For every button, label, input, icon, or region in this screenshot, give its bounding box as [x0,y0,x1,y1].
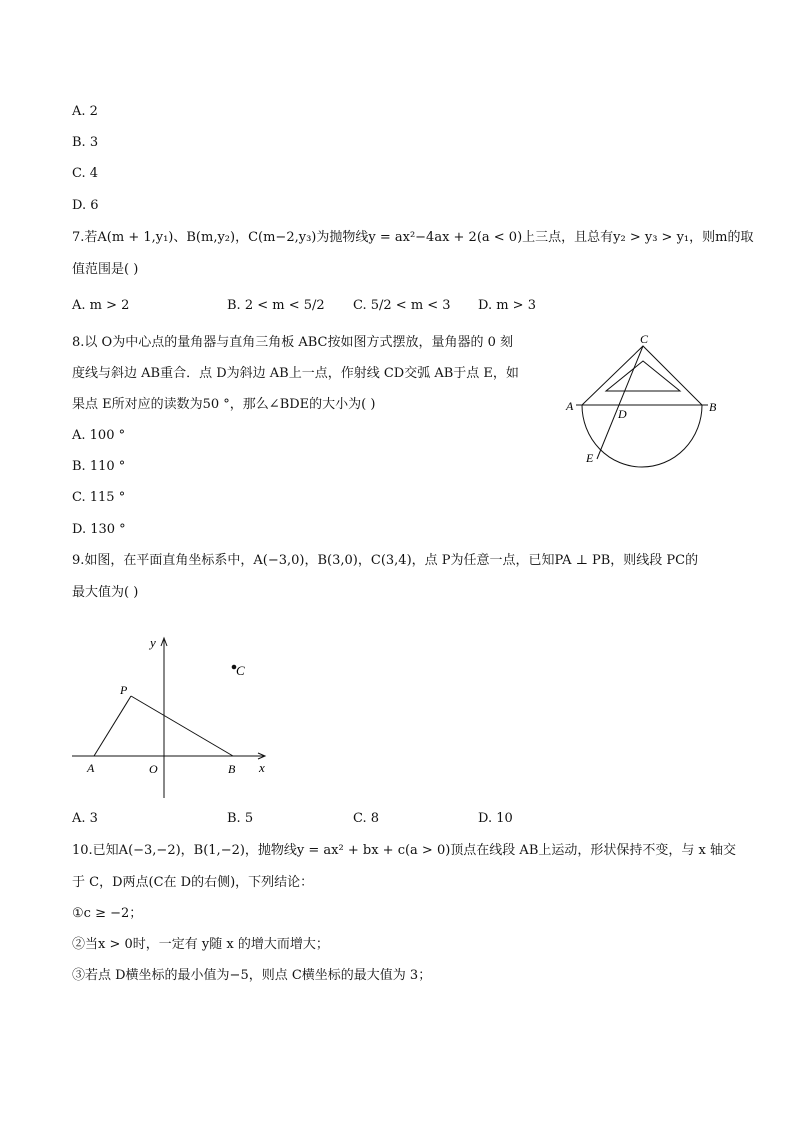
q10-statement-2: ②当x > 0时，一定有 y随 x 的增大而增大； [72,937,329,952]
q8-option-d: D. 130 ° [72,522,126,537]
prev-option-c: C. 4 [72,166,99,181]
q8-stem-line2: 度线与斜边 AB重合．点 D为斜边 AB上一点，作射线 CD交弧 AB于点 E，如 [72,366,519,381]
q8-label-c: C [640,332,649,346]
q10-statement-3: ③若点 D横坐标的最小值为−5，则点 C横坐标的最大值为 3； [72,968,432,983]
q10-stem-line1: 10.已知A(−3,−2)，B(1,−2)，抛物线y = ax² + bx + c(a > 0)顶点在线段 AB上运动，形状保持不变，与 x 轴交 [72,843,736,858]
q7-option-d: D. m > 3 [478,298,536,313]
q9-stem-line2: 最大值为( ) [72,585,139,600]
q9-option-b: B. 5 [227,811,254,826]
q8-label-d: D [618,407,627,421]
q9-label-y: y [150,635,156,650]
q9-label-a: A [87,761,95,775]
q9-label-o: O [149,762,158,776]
q8-label-b: B [709,400,717,414]
q8-stem-line1: 8.以 O为中心点的量角器与直角三角板 ABC按如图方式摆放，量角器的 0 刻 [72,335,513,350]
q10-stem-line2: 于 C，D两点(C在 D的右侧)，下列结论： [72,875,314,890]
q9-label-p: P [120,683,128,697]
prev-option-a: A. 2 [72,104,98,119]
q8-option-c: C. 115 ° [72,490,126,505]
q7-stem-line1: 7.若A(m + 1,y₁)、B(m,y₂)，C(m−2,y₃)为抛物线y = ax²−4ax + 2(a < 0)上三点，且总有y₂ > y₃ > y₁，则m的取 [72,230,754,245]
q9-label-c: C [236,663,245,678]
q7-stem-line2: 值范围是( ) [72,262,139,277]
q9-stem-line1: 9.如图，在平面直角坐标系中，A(−3,0)，B(3,0)，C(3,4)，点 P为任意一点，已知PA ⊥ PB，则线段 PC的 [72,553,699,568]
q8-option-b: B. 110 ° [72,459,126,474]
q8-protractor-figure [560,328,730,478]
q9-label-x: x [259,760,265,775]
q8-option-a: A. 100 ° [72,428,126,443]
q8-stem-line3: 果点 E所对应的读数为50 °，那么∠BDE的大小为( ) [72,397,376,412]
q7-option-b: B. 2 < m < 5/2 [227,298,325,313]
q9-label-b: B [228,762,236,776]
q10-statement-1: ①c ≥ −2； [72,906,143,921]
q8-label-e: E [586,451,594,465]
prev-option-d: D. 6 [72,198,99,213]
q9-coordinate-figure [68,628,283,803]
q9-option-d: D. 10 [478,811,513,826]
prev-option-b: B. 3 [72,135,99,150]
q8-label-a: A [566,399,574,413]
q9-option-a: A. 3 [72,811,98,826]
q7-option-c: C. 5/2 < m < 3 [353,298,451,313]
q7-option-a: A. m > 2 [72,298,130,313]
q9-option-c: C. 8 [353,811,380,826]
